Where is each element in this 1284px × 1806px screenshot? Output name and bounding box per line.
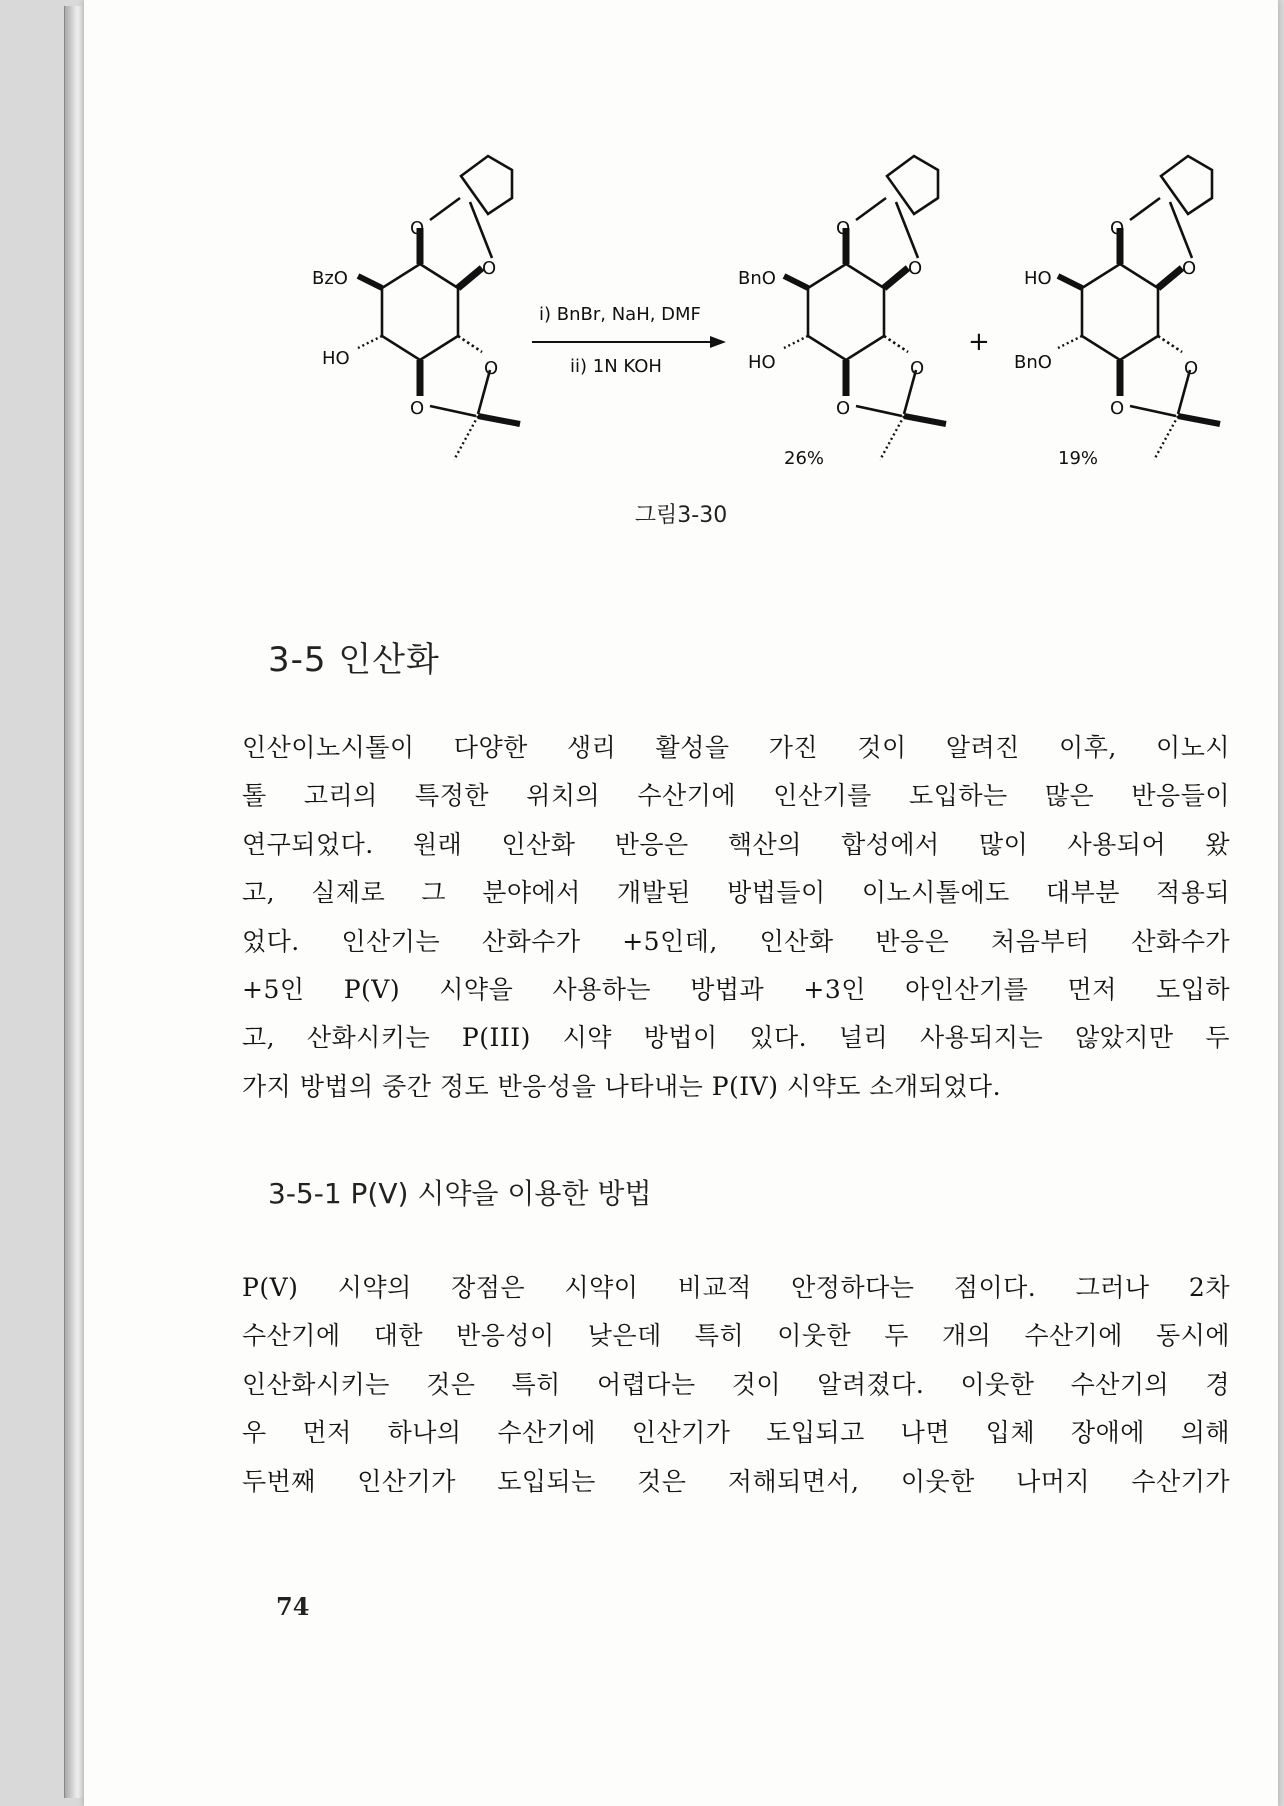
product-2-structure: [1014, 156, 1220, 469]
yield-label: 26%: [784, 448, 825, 469]
oxygen-label: O: [1110, 398, 1125, 419]
text-line: 고, 실제로 그 분야에서 개발된 방법들이 이노시톨에도 대부분 적용되: [242, 878, 1230, 908]
oxygen-label: O: [410, 398, 425, 419]
bzo-label: BzO: [312, 268, 348, 289]
oxygen-label: O: [908, 258, 923, 279]
text-line: 인산이노시톨이 다양한 생리 활성을 가진 것이 알려진 이후, 이노시: [242, 733, 1230, 762]
page-number: 74: [276, 1592, 310, 1621]
oxygen-label: O: [1184, 358, 1199, 379]
section-title: 3-5 인산화: [268, 640, 440, 680]
subsection-title: 3-5-1 P(V) 시약을 이용한 방법: [268, 1177, 652, 1210]
oxygen-label: O: [410, 218, 425, 239]
oxygen-label: O: [910, 358, 925, 379]
text-line: 었다. 인산기는 산화수가 +5인데, 인산화 반응은 처음부터 산화수가: [242, 926, 1230, 956]
text-line: P(V) 시약의 장점은 시약이 비교적 안정하다는 점이다. 그러나 2차: [242, 1273, 1230, 1302]
reagent-line-2: ii) 1N KOH: [570, 356, 662, 377]
section-paragraph: [242, 724, 1230, 1111]
ho-label: HO: [1024, 268, 1052, 289]
bno-label: BnO: [1014, 352, 1052, 373]
product-1-structure: [738, 156, 946, 469]
yield-label: 19%: [1058, 448, 1099, 469]
starting-material-structure: [312, 156, 520, 460]
text-line: 우 먼저 하나의 수산기에 인산기가 도입되고 나면 입체 장애에 의해: [242, 1418, 1230, 1448]
oxygen-label: O: [1110, 218, 1125, 239]
text-line: +5인 P(V) 시약을 사용하는 방법과 +3인 아인산기를 먼저 도입하: [242, 975, 1230, 1005]
text-line: 연구되었다. 원래 인산화 반응은 핵산의 합성에서 많이 사용되어 왔: [242, 829, 1230, 859]
oxygen-label: O: [484, 358, 499, 379]
oxygen-label: O: [836, 398, 851, 419]
reaction-scheme-figure: [84, 0, 1278, 560]
text-line: 인산화시키는 것은 특히 어렵다는 것이 알려졌다. 이웃한 수산기의 경: [242, 1369, 1230, 1399]
reaction-scheme-svg: [84, 0, 1278, 500]
plus-sign: +: [968, 327, 990, 357]
figure-caption: 그림3-30: [634, 503, 728, 528]
text-line: 수산기에 대한 반응성이 낮은데 특히 이웃한 두 개의 수산기에 동시에: [242, 1321, 1230, 1351]
subsection-paragraph: [242, 1264, 1230, 1506]
book-page: [84, 0, 1278, 1806]
reagent-line-1: i) BnBr, NaH, DMF: [539, 304, 701, 325]
text-line: 가지 방법의 중간 정도 반응성을 나타내는 P(IV) 시약도 소개되었다.: [242, 1071, 1002, 1101]
text-line: 고, 산화시키는 P(III) 시약 방법이 있다. 널리 사용되지는 않았지만 두: [242, 1023, 1230, 1053]
bno-label: BnO: [738, 268, 776, 289]
text-line: 두번째 인산기가 도입되는 것은 저해되면서, 이웃한 나머지 수산기가: [242, 1466, 1230, 1496]
oxygen-label: O: [482, 258, 497, 279]
oxygen-label: O: [1182, 258, 1197, 279]
ho-label: HO: [322, 348, 350, 369]
reaction-arrow: [532, 336, 726, 348]
ho-label: HO: [748, 352, 776, 373]
text-line: 톨 고리의 특정한 위치의 수산기에 인산기를 도입하는 많은 반응들이: [242, 781, 1230, 811]
oxygen-label: O: [836, 218, 851, 239]
